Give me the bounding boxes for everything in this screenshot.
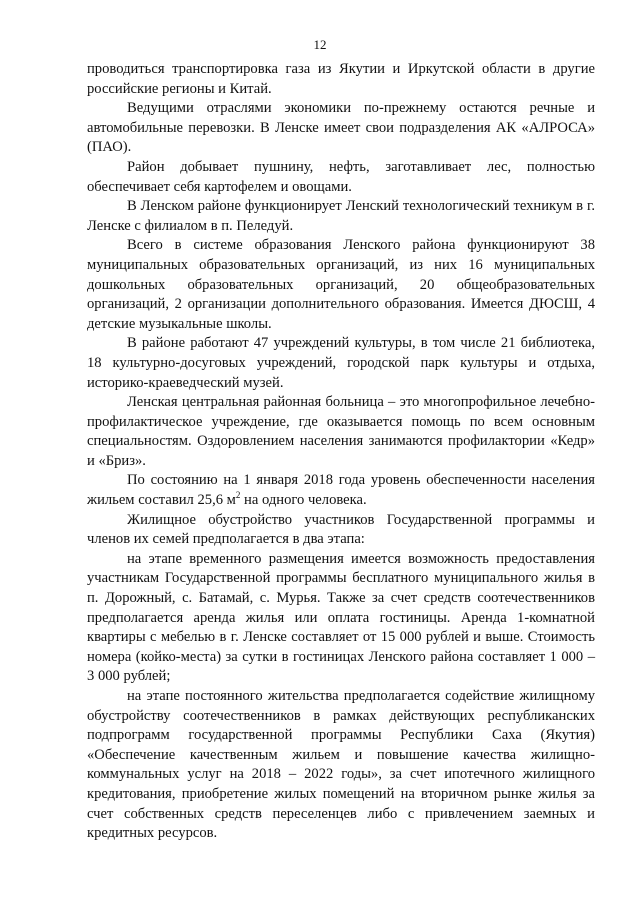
paragraph-technical-college: В Ленском районе функционирует Ленский технологический техникум в г. Ленске с филиалом в п. Пеледуй. [87, 198, 595, 234]
paragraph-housing-stages: Жилищное обустройство участников Государственной программы и членов их семей предполагается в два этапа: [87, 511, 595, 548]
paragraph-permanent-residence: на этапе постоянного жительства предполагается содействие жилищному обустройству соотечественников в рамках действующих республиканских подпрограмм государственной программы Республики Саха (Якутия) «Обеспечение качественным жильем и повышение качества жилищно-коммунальных услуг на 2018 – 2022 годы», за счет ипотечного жилищного кредитования, приобретение жилых помещений на вторичном рынке жилья за счет собственных средств переселенцев либо с привлечением заемных и кредитных ресурсов. [87, 688, 595, 842]
paragraph-economy-sectors: Ведущими отраслями экономики по-прежнему остаются речные и автомобильные перевозки. В Ленске имеет свои подразделения АК «АЛРОСА» (ПАО). [87, 100, 595, 156]
square-meter-superscript: 2 [235, 490, 241, 501]
page-number: 12 [313, 37, 327, 52]
paragraph-gas-transport: проводиться транспортировка газа из Якутии и Иркутской области в другие российские регионы и Китай. [87, 61, 595, 97]
paragraph-central-hospital: Ленская центральная районная больница – это многопрофильное лечебно-профилактическое учреждение, где оказывается помощь по всем основным специальностям. Оздоровлением населения занимаются профилактории «Кедр» и «Бриз». [87, 394, 595, 469]
housing-text-before: По состоянию на 1 января 2018 года уровень обеспеченности населения жильем составил 25,6 м [87, 472, 595, 509]
paragraph-education-system: Всего в системе образования Ленского района функционируют 38 муниципальных образовательных организаций, из них 16 муниципальных дошкольных образовательных организаций, 20 общеобразовательных организаций, 2 организации дополнительного образования. Имеется ДЮСШ, 4 детские музыкальные школы. [87, 237, 595, 332]
paragraph-culture-institutions: В районе работают 47 учреждений культуры, в том числе 21 библиотека, 18 культурно-досуговых учреждений, городской парк культуры и отдыха, историко-краеведческий музей. [87, 335, 595, 391]
housing-text-after: на одного человека. [240, 492, 367, 509]
paragraph-housing-provision [87, 471, 595, 510]
document-body [87, 60, 595, 844]
paragraph-temporary-accommodation: на этапе временного размещения имеется возможность предоставления участникам Государственной программы бесплатного муниципального жилья в п. Дорожный, с. Батамай, с. Мурья. Также за счет средств соотечественников предполагается аренда жилья или оплата гостиницы. Аренда 1-комнатной квартиры с мебелью в г. Ленске составляет от 15 000 рублей и выше. Стоимость номера (койко-места) за сутки в гостиницах Ленского района составляет 1 000 – 3 000 рублей; [87, 550, 595, 685]
paragraph-district-resources: Район добывает пушнину, нефть, заготавливает лес, полностью обеспечивает себя картофелем и овощами. [87, 158, 595, 195]
